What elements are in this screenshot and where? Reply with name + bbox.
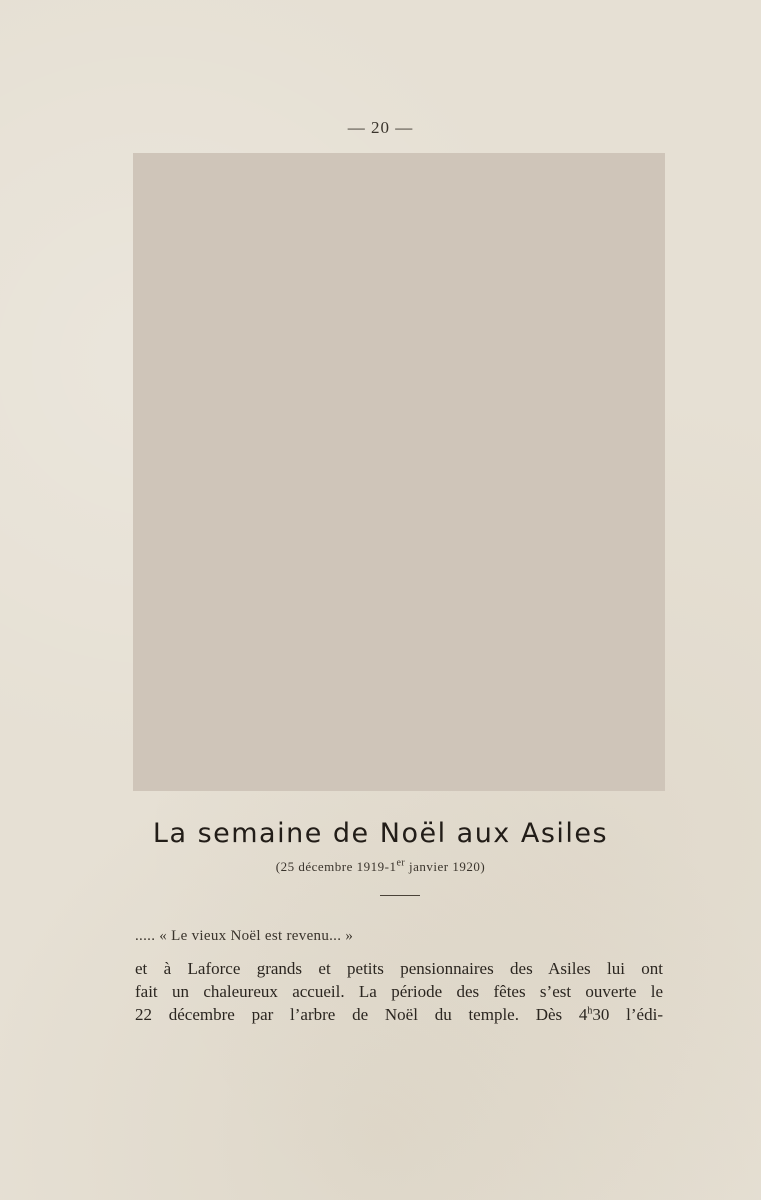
body-line-3-suffix: 30 l’édi- <box>592 1005 663 1024</box>
dates-sup: er <box>396 857 406 869</box>
dates-suffix: janvier 1920) <box>405 859 486 874</box>
quote-line: ..... « Le vieux Noël est revenu... » <box>135 928 354 944</box>
section-dates <box>0 859 761 875</box>
body-line-1: et à Laforce grands et petits pensionnaires des Asiles lui ont <box>135 959 663 978</box>
photo-placeholder <box>133 153 665 791</box>
body-line-3-prefix: 22 décembre par l’arbre de Noël du temple. Dès 4 <box>135 1005 588 1024</box>
dates-prefix: (25 décembre 1919-1 <box>275 859 397 874</box>
section-title: La semaine de Noël aux Asiles <box>152 818 609 849</box>
body-line-2: fait un chaleureux accueil. La période des fêtes s’est ouverte le <box>135 982 663 1001</box>
body-line-3-sup: h <box>587 1005 593 1017</box>
body-line-3 <box>135 1003 663 1026</box>
page-number: — 20 — <box>347 118 414 137</box>
divider-rule <box>380 895 420 896</box>
body-text <box>135 957 663 1026</box>
